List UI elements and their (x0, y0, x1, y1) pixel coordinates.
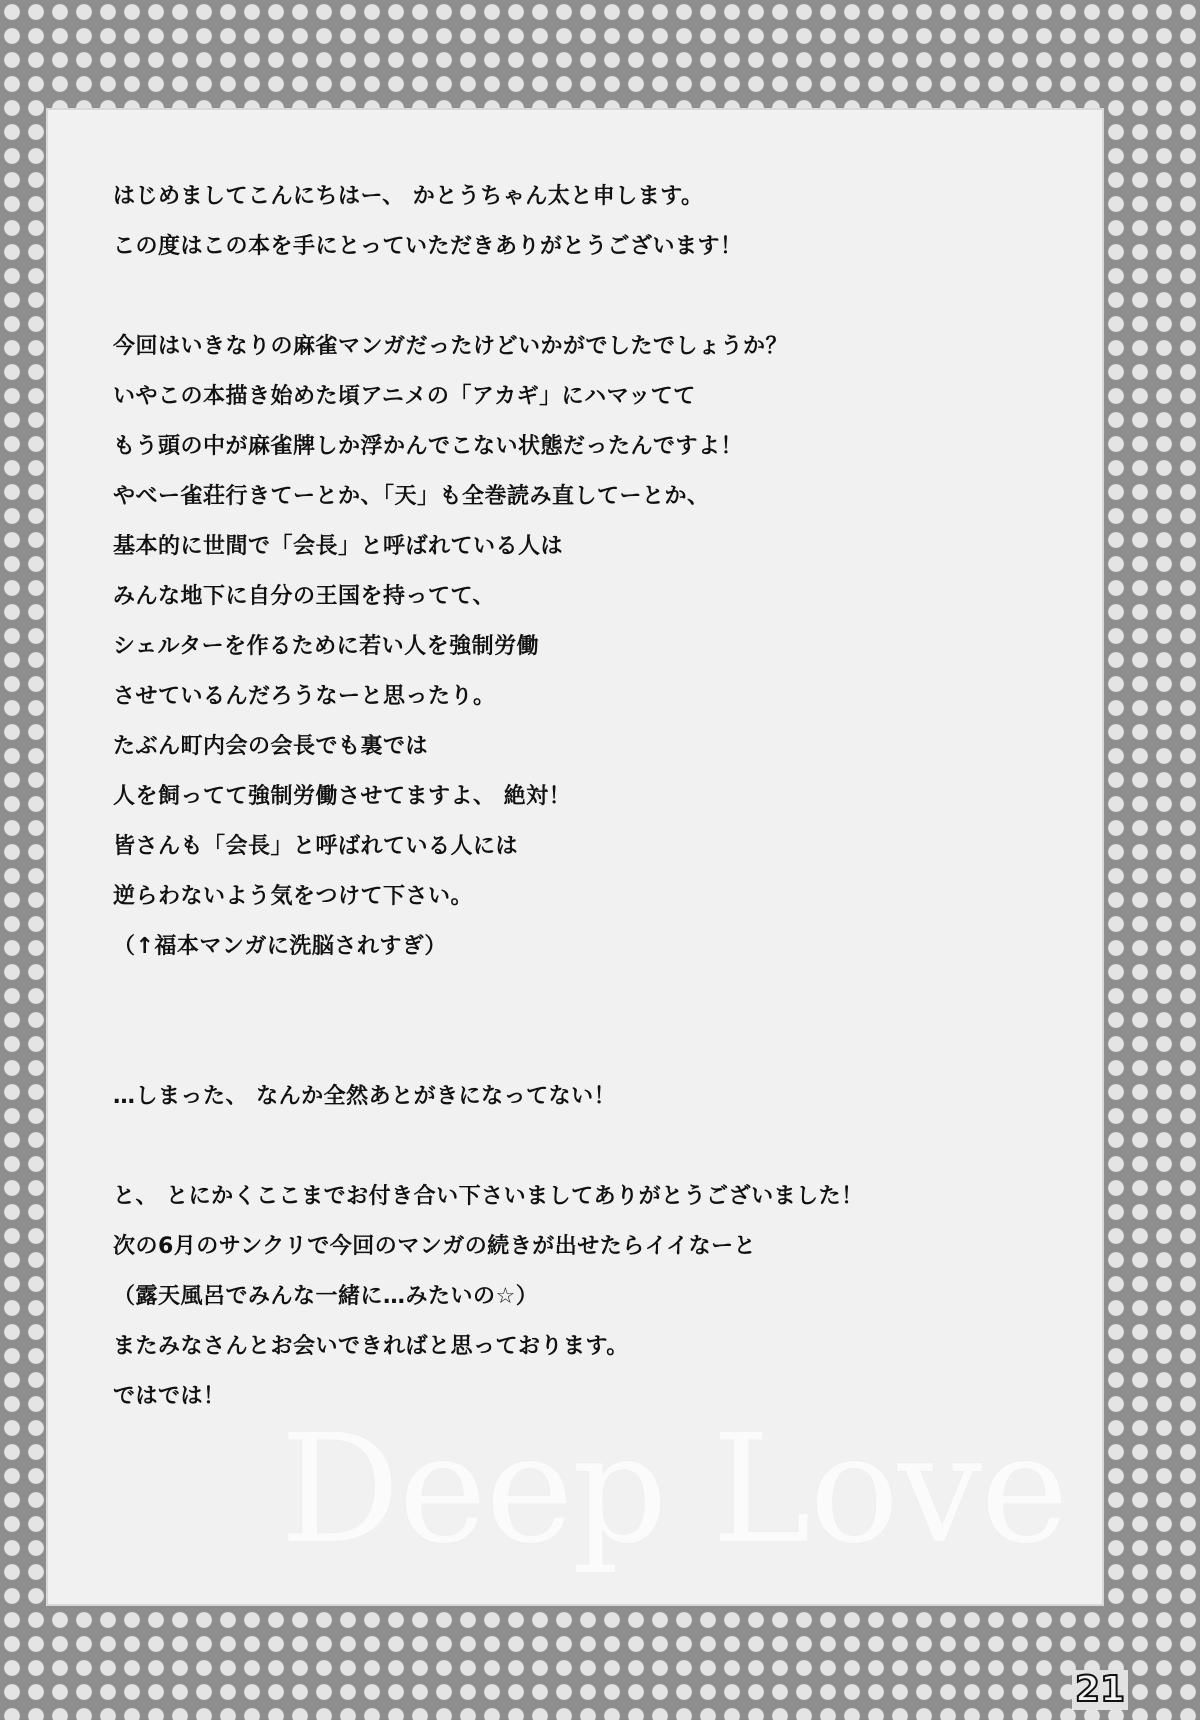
blank-line (113, 972, 1073, 1022)
afterword-line: （露天風呂でみんな一緒に…みたいの☆） (113, 1284, 539, 1309)
afterword-line: （↑福本マンガに洗脳されすぎ） (113, 934, 447, 959)
afterword-line: またみなさんとお会いできればと思っております。 (113, 1334, 629, 1359)
afterword-line: この度はこの本を手にとっていただきありがとうございます！ (113, 234, 743, 259)
afterword-line: いやこの本描き始めた頃アニメの「アカギ」にハマッてて (113, 384, 696, 409)
afterword-line: ではでは！ (113, 1384, 226, 1409)
watermark-title: Deep Love (280, 1403, 1067, 1577)
afterword-line: 次の6月のサンクリで今回のマンガの続きが出せたらイイなーと (113, 1234, 757, 1259)
afterword-line: 今回はいきなりの麻雀マンガだったけどいかがでしたでしょうか？ (113, 334, 789, 359)
blank-line (113, 1022, 1073, 1072)
page-number: 21 (1072, 1670, 1128, 1710)
afterword-text (113, 172, 1073, 1422)
afterword-line: はじめましてこんにちはー、 かとうちゃん太と申します。 (113, 184, 704, 209)
afterword-line: 皆さんも「会長」と呼ばれている人には (113, 834, 519, 859)
afterword-line: もう頭の中が麻雀牌しか浮かんでこない状態だったんですよ！ (113, 434, 744, 459)
afterword-line: たぶん町内会の会長でも裏では (113, 734, 429, 759)
afterword-line: と、 とにかくここまでお付き合い下さいましてありがとうございました！ (113, 1184, 864, 1209)
blank-line (113, 1122, 1073, 1172)
afterword-line: シェルターを作るために若い人を強制労働 (113, 634, 540, 659)
afterword-line: やべー雀荘行きてーとか、「天」も全巻読み直してーとか、 (113, 484, 710, 509)
afterword-line: みんな地下に自分の王国を持ってて、 (113, 584, 496, 609)
afterword-line: …しまった、 なんか全然あとがきになってない！ (113, 1084, 617, 1109)
afterword-line: 基本的に世間で「会長」と呼ばれている人は (113, 534, 564, 559)
afterword-line: 逆らわないよう気をつけて下さい。 (113, 884, 474, 909)
blank-line (113, 272, 1073, 322)
afterword-line: させているんだろうなーと思ったり。 (113, 684, 496, 709)
afterword-line: 人を飼ってて強制労働させてますよ、 絶対！ (113, 784, 572, 809)
